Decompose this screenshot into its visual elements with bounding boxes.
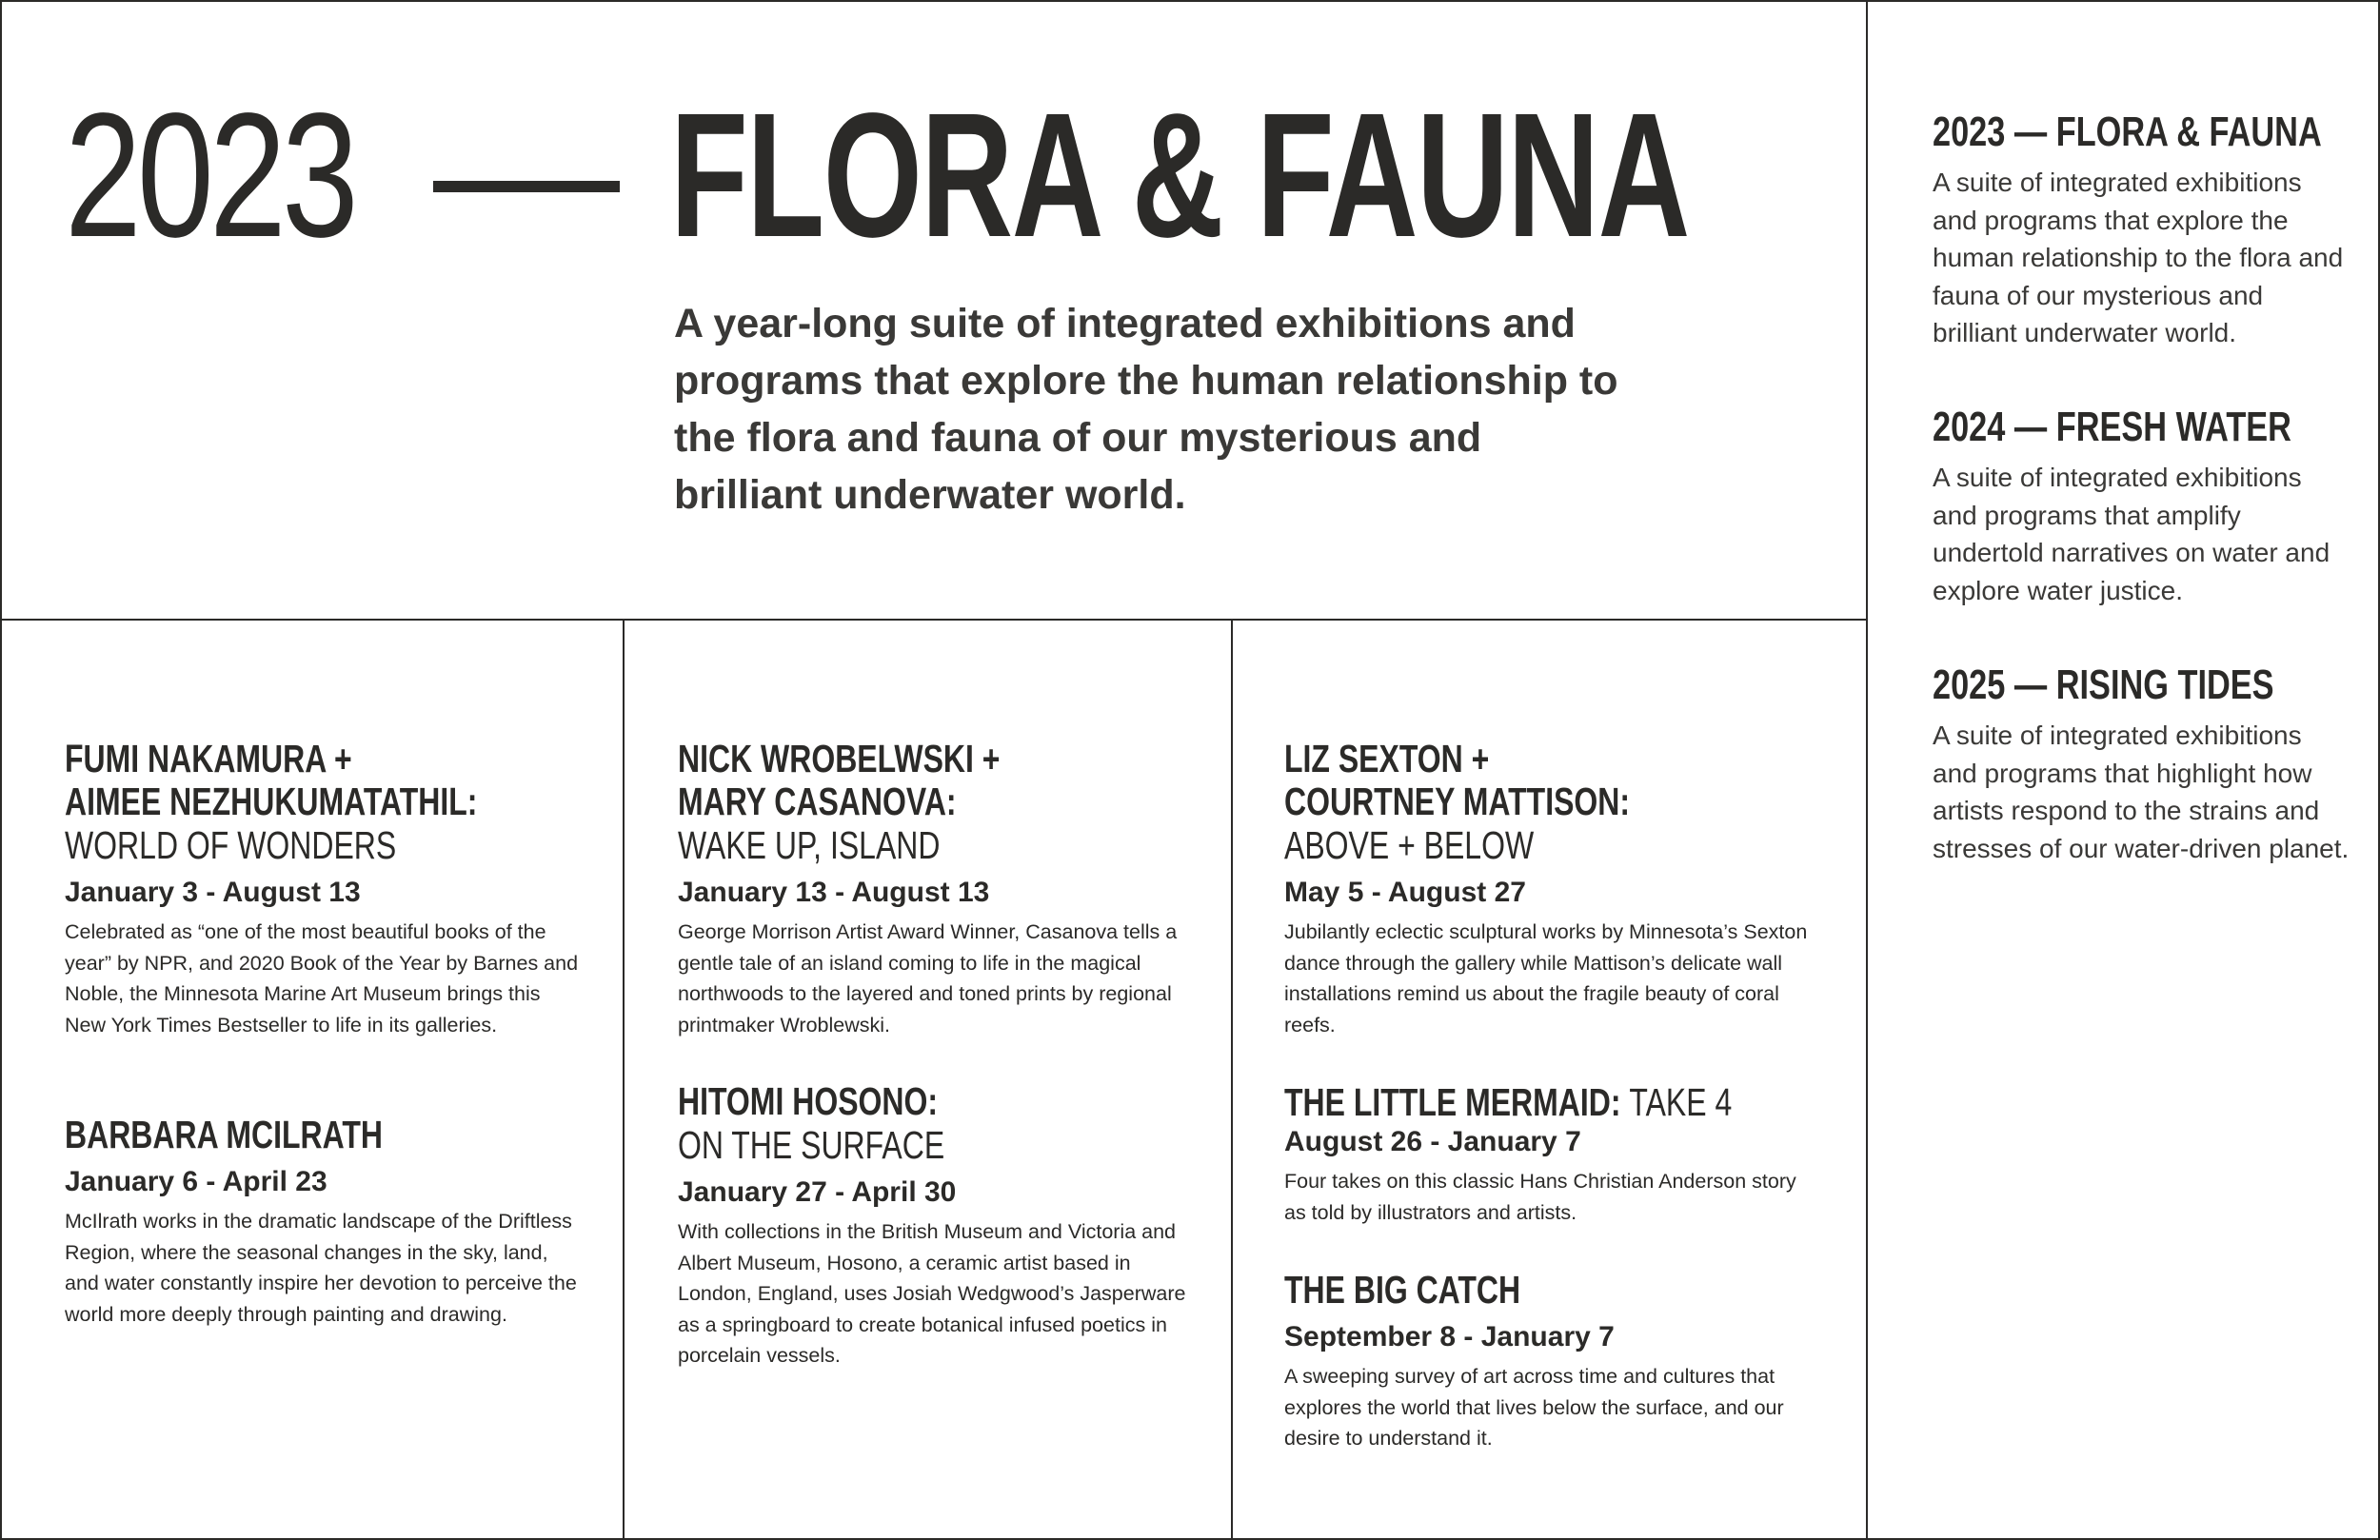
exhibition-artists: LIZ SEXTON + [1284, 737, 1490, 780]
sidebar-heading: 2023 — FLORA & FAUNA [1933, 109, 2322, 155]
sidebar-entry-2023 [1933, 110, 2351, 352]
exhibition-dates: May 5 - August 27 [1284, 877, 1526, 908]
exhibition-artists: BARBARA MCILRATH [65, 1113, 383, 1156]
divider-col-2 [1231, 619, 1233, 1540]
exhibition-description: Jubilantly eclectic sculptural works by Minnesota’s Sexton dance through the gallery while Mattison’s delicate wall installations remind us about the fragile beauty of coral reefs. [1284, 920, 1808, 1037]
sidebar-text: A suite of integrated exhibitions and programs that explore the human relationship to the flora and fauna of our mysterious and brilliant underwater world. [1933, 168, 2344, 348]
exhibition-artists: HITOMI HOSONO: [678, 1079, 939, 1123]
exhibition-dates: January 13 - August 13 [678, 877, 990, 908]
exhibition-name: THE LITTLE MERMAID: [1284, 1080, 1621, 1124]
exhibition-dates: September 8 - January 7 [1284, 1321, 1615, 1352]
exhibition-title: WAKE UP, ISLAND [678, 823, 941, 867]
exhibition-artists: COURTNEY MATTISON: [1284, 780, 1631, 823]
divider-col-1 [623, 619, 625, 1540]
exhibition-artists: NICK WROBELWSKI + [678, 737, 1001, 780]
exhibition-artists [1284, 1080, 1733, 1124]
hero-dash [433, 181, 620, 192]
divider-sidebar [1866, 0, 1868, 1540]
exhibition-title: TAKE 4 [1629, 1080, 1733, 1124]
exhibition-description: A sweeping survey of art across time and cultures that explores the world that lives below the surface, and our desire to understand it. [1284, 1365, 1784, 1450]
exhibition-description: Celebrated as “one of the most beautiful books of the year” by NPR, and 2020 Book of the Year by Barnes and Noble, the Minnesota Marine Art Museum brings this New York Times Bestseller to life in its galleries. [65, 920, 579, 1037]
exhibition-description: Four takes on this classic Hans Christian Anderson story as told by illustrators and artists. [1284, 1170, 1796, 1224]
exhibition-description: George Morrison Artist Award Winner, Casanova tells a gentle tale of an island coming to life in the magical northwoods to the layered and toned prints by regional printmaker Wroblewski. [678, 920, 1178, 1037]
exhibition-mermaid [1284, 1081, 1817, 1228]
exhibition-dates: August 26 - January 7 [1284, 1126, 1581, 1157]
divider-hero [0, 619, 1868, 621]
exhibition-artists: MARY CASANOVA: [678, 780, 957, 823]
sidebar-entry-2024 [1933, 405, 2351, 609]
exhibition-hitomi [678, 1080, 1211, 1372]
hero-description: A year-long suite of integrated exhibitions and programs that explore the human relationship to the flora and fauna of our mysterious and brilliant underwater world. [674, 301, 1618, 518]
exhibition-artists: FUMI NAKAMURA + [65, 737, 352, 780]
sidebar-heading: 2024 — FRESH WATER [1933, 404, 2291, 450]
hero-year: 2023 [65, 77, 355, 274]
exhibition-dates: January 3 - August 13 [65, 877, 361, 908]
exhibition-liz [1284, 738, 1817, 1040]
exhibition-artists: THE BIG CATCH [1284, 1268, 1521, 1312]
exhibition-title: WORLD OF WONDERS [65, 823, 397, 867]
exhibition-title: ON THE SURFACE [678, 1123, 945, 1167]
exhibition-barbara [65, 1114, 598, 1330]
exhibition-catch [1284, 1269, 1817, 1454]
exhibition-fumi [65, 738, 598, 1040]
sidebar-heading: 2025 — RISING TIDES [1933, 661, 2274, 708]
sidebar-text: A suite of integrated exhibitions and programs that amplify undertold narratives on water and explore water justice. [1933, 463, 2330, 605]
exhibition-description: McIlrath works in the dramatic landscape of the Driftless Region, where the seasonal changes in the sky, land, and water constantly inspire her devotion to perceive the world more deeply through painting and drawing. [65, 1210, 577, 1326]
sidebar-text: A suite of integrated exhibitions and programs that highlight how artists respond to the strains and stresses of our water-driven planet. [1933, 721, 2350, 863]
hero-title: FLORA & FAUNA [670, 77, 1689, 274]
exhibition-artists: AIMEE NEZHUKUMATATHIL: [65, 780, 478, 823]
exhibition-nick [678, 738, 1211, 1040]
exhibition-dates: January 6 - April 23 [65, 1166, 327, 1197]
exhibition-title: ABOVE + BELOW [1284, 823, 1535, 867]
exhibition-description: With collections in the British Museum and Victoria and Albert Museum, Hosono, a ceramic artist based in London, England, uses Josiah Wedgwood’s Jasperware as a springboard to create botanical infused poetics in porcelain vessels. [678, 1220, 1186, 1367]
exhibition-dates: January 27 - April 30 [678, 1176, 957, 1208]
sidebar-entry-2025 [1933, 663, 2351, 867]
